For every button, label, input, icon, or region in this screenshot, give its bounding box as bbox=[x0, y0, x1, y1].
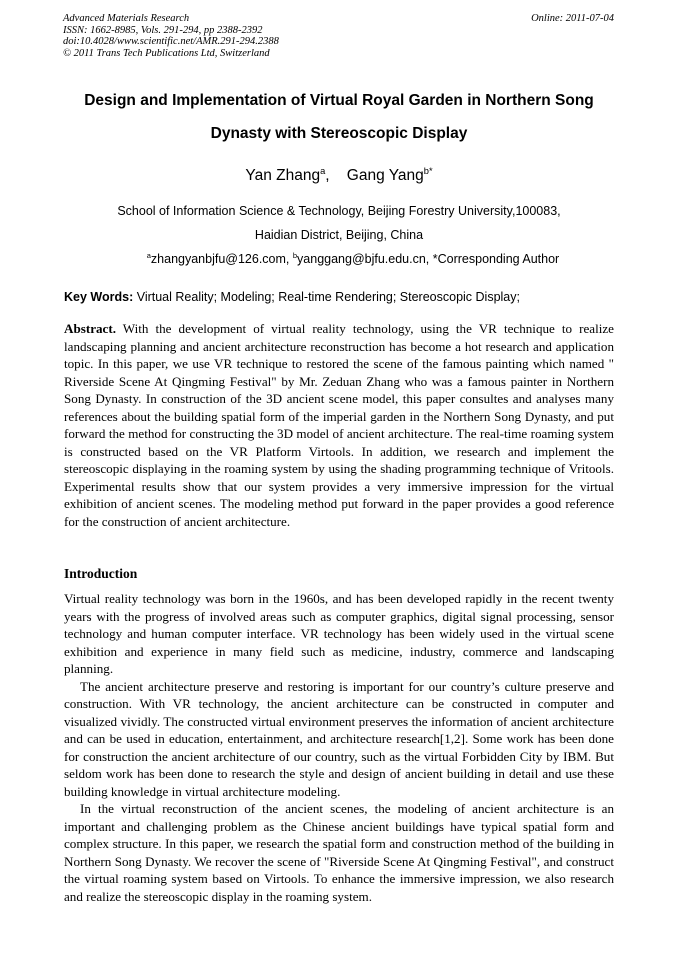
keywords bbox=[64, 290, 520, 304]
copyright: © 2011 Trans Tech Publications Ltd, Switzerland bbox=[63, 47, 270, 59]
keywords-label: Key Words: bbox=[64, 290, 134, 304]
title-line-1: Design and Implementation of Virtual Royal Garden in Northern Song bbox=[84, 92, 594, 109]
title-line-2: Dynasty with Stereoscopic Display bbox=[210, 125, 468, 142]
section-heading: Introduction bbox=[64, 566, 138, 581]
paragraph: The ancient architecture preserve and restoring is important for our country’s culture preserve and construction. With VR technology, the ancient architecture can be constructed in computer and visualized vividly. The constructed virtual environment preserves the information of ancient architecture and can be used in education, entertainment, and architecture research[1,2]. Some work has been done for construction the ancient architecture of our country, such as the virtual Forbidden City by IBM. But seldom work has been done to research the style and design of ancient building in detail and use these building knowledge in virtual architecture modeling. bbox=[64, 678, 614, 799]
journal-header bbox=[63, 13, 279, 59]
journal-name: Advanced Materials Research bbox=[63, 13, 190, 24]
affiliation-line-2: Haidian District, Beijing, China bbox=[254, 228, 424, 242]
keywords-text: Virtual Reality; Modeling; Real-time Rendering; Stereoscopic Display; bbox=[133, 290, 520, 304]
issn: ISSN: 1662-8985, Vols. 291-294, pp 2388-2392 bbox=[63, 24, 263, 36]
author-1: Yan Zhang bbox=[245, 167, 321, 184]
paragraph: Virtual reality technology was born in the 1960s, and has been developed rapidly in the recent twenty years with the progress of involved areas such as computer graphics, digital signal processing, sensor technology and human computer interface. VR technology has been widely used in the virtual scene exhibition and experience in many field such as medicine, industry, commerce and landscaping planning. bbox=[64, 591, 614, 676]
introduction-body bbox=[64, 590, 614, 905]
authors bbox=[40, 167, 638, 185]
author-2: Gang Yang bbox=[346, 167, 424, 184]
email-b[interactable]: yanggang@bjfu.edu.cn, *Corresponding Author bbox=[297, 252, 560, 266]
email-a[interactable]: zhangyanbjfu@126.com, bbox=[150, 252, 293, 266]
online-date: Online: 2011-07-04 bbox=[531, 13, 614, 24]
doi: doi:10.4028/www.scientific.net/AMR.291-294.2388 bbox=[63, 36, 279, 47]
author-2-mark: b* bbox=[423, 165, 433, 176]
abstract-label: Abstract. bbox=[64, 321, 116, 336]
affiliation-line-1: School of Information Science & Technology, Beijing Forestry University,100083, bbox=[117, 204, 561, 218]
email-b-mark: b bbox=[292, 250, 298, 260]
author-1-mark: a bbox=[320, 165, 326, 176]
emails bbox=[54, 252, 652, 266]
abstract-text: With the development of virtual reality technology, using the VR technique to realize landscaping planning and ancient architecture reconstruction has become a hot research and application topic. In this paper, we use VR technique to restored the scene of the famous painting which named " Riverside Scene At Qingming Festival" by Mr. Zeduan Zhang who was a famous painter in Northern Song Dynasty. In construction of the 3D ancient scene model, this paper consultes and analyses many references about the building spatial form of the imperial garden in the Northern Song Dynasty, and put forward the method for constructing the 3D model of ancient architecture. The real-time roaming system is constructed based on the VR Platform Virtools. In addition, we research and implement the stereoscopic displaying in the roaming system by using the shading programming technique of Vritools. Experimental results show that our system provides a very immersive impression for the virtual exhibition of ancient scenes. The modeling method put forward in the paper provides a good reference for the construction of ancient architecture. bbox=[64, 321, 614, 529]
author-sep: , bbox=[325, 167, 347, 184]
email-a-mark: a bbox=[146, 250, 151, 260]
paragraph: In the virtual reconstruction of the ancient scenes, the modeling of ancient architecture is an important and challenging problem as the Chinese ancient buildings have typical spatial form and complex structure. In this paper, we research the spatial form and construction method of the building in Northern Song Dynasty. We recover the scene of "Riverside Scene At Qingming Festival", and construct the virtual roaming system based on Virtools. To enhance the immersive impression, we also research and realize the stereoscopic display in the roaming system. bbox=[64, 801, 614, 904]
abstract bbox=[64, 320, 614, 530]
